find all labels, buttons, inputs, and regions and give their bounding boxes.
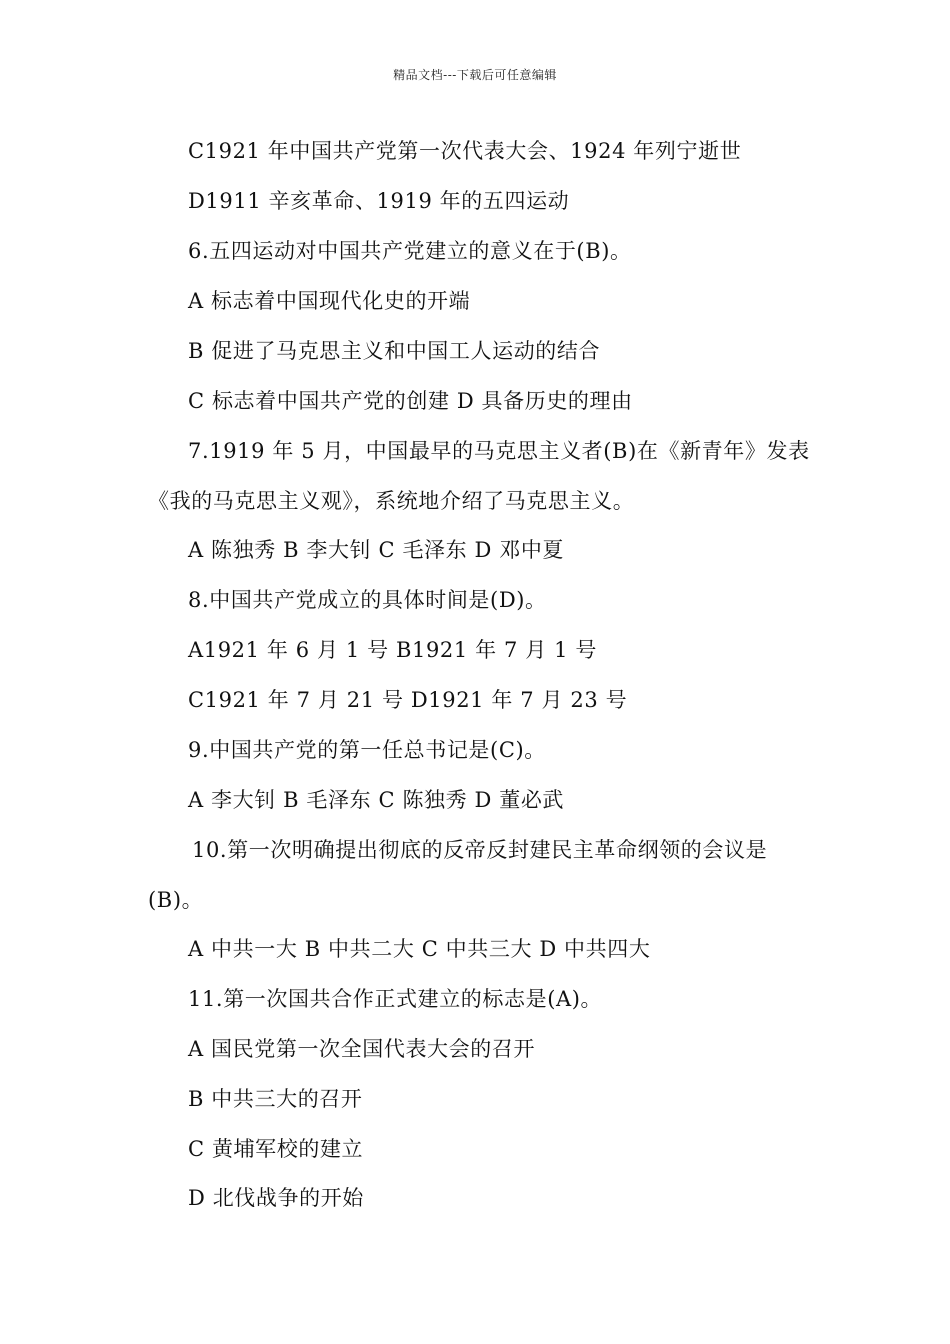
option-line: A 陈独秀 B 李大钊 C 毛泽东 D 邓中夏	[188, 538, 565, 562]
text-line: D1911 辛亥革命、1919 年的五四运动	[188, 189, 570, 213]
text-line: C1921 年中国共产党第一次代表大会、1924 年列宁逝世	[188, 139, 742, 163]
option-line: B 促进了马克思主义和中国工人运动的结合	[188, 339, 601, 363]
question-7-continued: 《我的马克思主义观》，系统地介绍了马克思主义。	[148, 489, 635, 513]
question-9: 9.中国共产党的第一任总书记是(C)。	[188, 738, 546, 762]
option-line: A 李大钊 B 毛泽东 C 陈独秀 D 董必武	[188, 788, 565, 812]
option-line: B 中共三大的召开	[188, 1087, 363, 1111]
option-line: A1921 年 6 月 1 号 B1921 年 7 月 1 号	[188, 638, 597, 662]
option-line: C 黄埔军校的建立	[188, 1137, 364, 1161]
option-line: D 北伐战争的开始	[188, 1186, 364, 1210]
question-6: 6.五四运动对中国共产党建立的意义在于(B)。	[188, 239, 632, 263]
option-line: A 中共一大 B 中共二大 C 中共三大 D 中共四大	[188, 937, 651, 961]
question-7: 7.1919 年 5 月，中国最早的马克思主义者(B)在《新青年》发表	[188, 439, 810, 463]
option-line: C1921 年 7 月 21 号 D1921 年 7 月 23 号	[188, 688, 628, 712]
question-10: 10.第一次明确提出彻底的反帝反封建民主革命纲领的会议是	[192, 838, 768, 862]
question-11: 11.第一次国共合作正式建立的标志是(A)。	[188, 987, 603, 1011]
option-line: C 标志着中国共产党的创建 D 具备历史的理由	[188, 389, 633, 413]
question-8: 8.中国共产党成立的具体时间是(D)。	[188, 588, 547, 612]
option-line: A 标志着中国现代化史的开端	[188, 289, 471, 313]
page-header: 精品文档---下载后可任意编辑	[393, 68, 557, 82]
question-10-continued: (B)。	[148, 888, 204, 912]
option-line: A 国民党第一次全国代表大会的召开	[188, 1037, 536, 1061]
